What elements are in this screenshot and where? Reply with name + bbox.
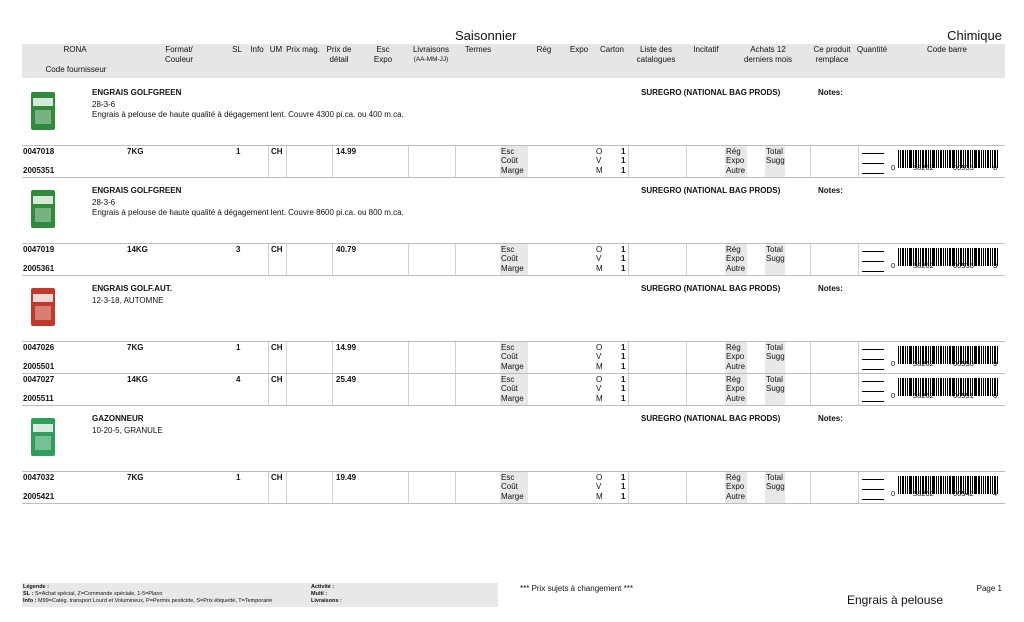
column-divider — [858, 374, 859, 405]
barcode-digits-left: 58262 — [913, 391, 934, 400]
sl-value: 1 — [236, 147, 241, 156]
legend-multi: Multi : — [311, 591, 328, 597]
quantity-line[interactable] — [862, 173, 884, 174]
retail-price: 19.49 — [336, 473, 357, 482]
v-value: 1 — [621, 254, 626, 263]
total-label: Total — [766, 343, 783, 352]
m-value: 1 — [621, 362, 626, 371]
format: 7KG — [127, 343, 144, 352]
col-livraisons-format: (AA-MM-JJ) — [413, 56, 449, 63]
col-couleur: Couleur — [164, 55, 193, 64]
col-prix-de: Prix de — [326, 45, 352, 54]
product-description: Engrais à pelouse de haute qualité à dégagement lent. Couvre 8600 pi.ca. ou 800 m.ca. — [92, 208, 404, 217]
col-quantite: Quantité — [856, 45, 888, 54]
column-divider — [268, 374, 269, 405]
column-divider — [628, 472, 629, 503]
barcode-digits-right: 00551 — [953, 391, 974, 400]
o-value: 1 — [621, 147, 626, 156]
v-value: 1 — [621, 156, 626, 165]
legend-info-text: M99=Catég. transport Lourd et Volumineux, P=Permis pesticide, S=Prix étiquetté, T=Temporaire — [37, 598, 273, 604]
column-divider — [455, 244, 456, 275]
column-divider — [628, 374, 629, 405]
col-info: Info — [250, 45, 264, 54]
col-expo: Expo — [569, 45, 589, 54]
column-divider — [286, 472, 287, 503]
col-code-fournisseur: Code fournisseur — [45, 65, 107, 74]
cout-label: Coût — [501, 384, 518, 393]
expo-label: Expo — [726, 254, 745, 263]
quantity-line[interactable] — [862, 381, 884, 382]
column-divider — [810, 374, 811, 405]
col-incitatif: Incitatif — [693, 45, 719, 54]
column-divider — [332, 472, 333, 503]
column-divider — [332, 244, 333, 275]
quantity-line[interactable] — [862, 489, 884, 490]
column-divider — [408, 374, 409, 405]
barcode-digits-left: 58262 — [913, 261, 934, 270]
column-divider — [455, 342, 456, 373]
col-ce-produit: Ce produit — [813, 45, 851, 54]
retail-price: 14.99 — [336, 343, 357, 352]
col-sl: SL — [232, 45, 242, 54]
um-value: CH — [271, 473, 283, 482]
col-reg: Rég — [536, 45, 552, 54]
reg-label: Rég — [726, 375, 741, 384]
column-divider — [408, 342, 409, 373]
col-derniers-mois: derniers mois — [743, 55, 792, 64]
o-label: O — [596, 343, 603, 352]
supplier-code: 2005511 — [23, 394, 54, 403]
col-termes: Termes — [464, 45, 492, 54]
column-divider — [858, 342, 859, 373]
supplier-code: 2005421 — [23, 492, 55, 501]
barcode-digits-left: 58262 — [913, 359, 934, 368]
product-image — [29, 416, 57, 458]
quantity-line[interactable] — [862, 401, 884, 402]
column-divider — [686, 472, 687, 503]
column-divider — [858, 146, 859, 177]
product-spec: 28-3-6 — [92, 198, 116, 207]
supplier-code: 2005501 — [23, 362, 55, 371]
product-image — [29, 90, 57, 132]
column-divider — [810, 342, 811, 373]
m-label: M — [596, 166, 603, 175]
esc-label: Esc — [501, 473, 515, 482]
column-divider — [332, 374, 333, 405]
legend-box — [22, 583, 498, 607]
product-image — [29, 286, 57, 328]
autre-label: Autre — [726, 492, 746, 501]
marge-label: Marge — [501, 492, 524, 501]
col-rona: RONA — [63, 45, 87, 54]
v-label: V — [596, 254, 602, 263]
sugg-label: Sugg — [766, 482, 785, 491]
column-divider — [332, 146, 333, 177]
m-label: M — [596, 362, 603, 371]
notes-label: Notes: — [818, 414, 843, 423]
col-catalogues: catalogues — [636, 55, 676, 64]
column-divider — [858, 472, 859, 503]
supplier-code: 2005361 — [23, 264, 55, 273]
column-divider — [628, 244, 629, 275]
cout-label: Coût — [501, 482, 518, 491]
v-label: V — [596, 352, 602, 361]
notes-label: Notes: — [818, 186, 843, 195]
column-header — [22, 44, 1005, 78]
v-label: V — [596, 156, 602, 165]
autre-label: Autre — [726, 264, 746, 273]
reg-label: Rég — [726, 147, 741, 156]
rona-code: 0047019 — [23, 245, 55, 254]
row-separator — [22, 275, 1005, 276]
column-divider — [628, 146, 629, 177]
esc-label: Esc — [501, 245, 515, 254]
marge-label: Marge — [501, 362, 524, 371]
barcode-digit-first: 0 — [891, 391, 896, 400]
v-value: 1 — [621, 482, 626, 491]
um-value: CH — [271, 375, 283, 384]
cout-label: Coût — [501, 156, 518, 165]
supplier-name: SUREGRO (NATIONAL BAG PRODS) — [641, 186, 781, 195]
col-format: Format/ — [165, 45, 193, 54]
o-label: O — [596, 473, 603, 482]
quantity-line[interactable] — [862, 359, 884, 360]
barcode-digits-right: 00535 — [953, 163, 974, 172]
supplier-name: SUREGRO (NATIONAL BAG PRODS) — [641, 284, 781, 293]
total-label: Total — [766, 375, 783, 384]
column-divider — [408, 472, 409, 503]
cout-label: Coût — [501, 352, 518, 361]
retail-price: 40.79 — [336, 245, 357, 254]
legend-livraisons: Livraisons : — [311, 598, 342, 604]
column-divider — [810, 472, 811, 503]
rona-code: 0047018 — [23, 147, 55, 156]
sugg-label: Sugg — [766, 254, 785, 263]
column-divider — [455, 146, 456, 177]
barcode-digit-last: 9 — [993, 359, 998, 368]
o-value: 1 — [621, 245, 626, 254]
format: 7KG — [127, 473, 144, 482]
column-divider — [286, 342, 287, 373]
column-divider — [686, 244, 687, 275]
reg-label: Rég — [726, 245, 741, 254]
quantity-line[interactable] — [862, 251, 884, 252]
marge-label: Marge — [501, 264, 524, 273]
barcode-digit-last: 6 — [993, 391, 998, 400]
m-value: 1 — [621, 264, 626, 273]
marge-label: Marge — [501, 166, 524, 175]
column-divider — [286, 244, 287, 275]
sl-value: 4 — [236, 375, 241, 384]
sugg-label: Sugg — [766, 156, 785, 165]
retail-price: 25.49 — [336, 375, 357, 384]
column-divider — [686, 342, 687, 373]
page-title: Saisonnier — [455, 28, 517, 43]
column-divider — [268, 472, 269, 503]
legend-activite: Activité : — [311, 584, 335, 590]
price-notice: *** Prix sujets à changement *** — [520, 584, 633, 593]
quantity-line[interactable] — [862, 479, 884, 480]
barcode-digits-left: 58262 — [913, 163, 934, 172]
expo-label: Expo — [726, 156, 745, 165]
col-detail: détail — [329, 55, 349, 64]
product-name: ENGRAIS GOLFGREEN — [92, 88, 182, 97]
col-liste: Liste des — [639, 45, 673, 54]
reg-label: Rég — [726, 343, 741, 352]
barcode-digits-right: 00536 — [953, 261, 974, 270]
barcode-digit-first: 0 — [891, 163, 896, 172]
column-divider — [686, 146, 687, 177]
format: 14KG — [127, 245, 148, 254]
m-value: 1 — [621, 166, 626, 175]
col-um: UM — [269, 45, 283, 54]
barcode-digit-last: 4 — [993, 489, 998, 498]
column-divider — [858, 244, 859, 275]
barcode-digit-last: 6 — [993, 163, 998, 172]
col-code-barre: Code barre — [926, 45, 968, 54]
col-livraisons: Livraisons — [412, 45, 449, 54]
quantity-line[interactable] — [862, 349, 884, 350]
barcode-digit-last: 3 — [993, 261, 998, 270]
product-description: Engrais à pelouse de haute qualité à dégagement lent. Couvre 4300 pi.ca. ou 400 m.ca. — [92, 110, 404, 119]
column-divider — [455, 374, 456, 405]
esc-label: Esc — [501, 375, 515, 384]
total-label: Total — [766, 245, 783, 254]
column-divider — [408, 244, 409, 275]
v-value: 1 — [621, 352, 626, 361]
quantity-line[interactable] — [862, 391, 884, 392]
quantity-line[interactable] — [862, 271, 884, 272]
esc-label: Esc — [501, 343, 515, 352]
row-separator — [22, 177, 1005, 178]
expo-label: Expo — [726, 384, 745, 393]
supplier-name: SUREGRO (NATIONAL BAG PRODS) — [641, 88, 781, 97]
format: 14KG — [127, 375, 148, 384]
expo-label: Expo — [726, 352, 745, 361]
column-divider — [628, 342, 629, 373]
column-divider — [810, 244, 811, 275]
product-spec: 12-3-18, AUTOMNE — [92, 296, 164, 305]
autre-label: Autre — [726, 166, 746, 175]
column-divider — [268, 146, 269, 177]
row-separator — [22, 405, 1005, 406]
col-remplace: remplace — [815, 55, 849, 64]
um-value: CH — [271, 147, 283, 156]
o-label: O — [596, 245, 603, 254]
reg-label: Rég — [726, 473, 741, 482]
sl-value: 1 — [236, 343, 241, 352]
sl-value: 1 — [236, 473, 241, 482]
barcode-digit-first: 0 — [891, 261, 896, 270]
barcode-digits-left: 58262 — [913, 489, 934, 498]
um-value: CH — [271, 245, 283, 254]
o-label: O — [596, 375, 603, 384]
legend-sl-label: SL : — [23, 591, 34, 597]
quantity-line[interactable] — [862, 153, 884, 154]
product-name: GAZONNEUR — [92, 414, 144, 423]
m-label: M — [596, 264, 603, 273]
v-value: 1 — [621, 384, 626, 393]
product-image — [29, 188, 57, 230]
notes-label: Notes: — [818, 284, 843, 293]
rona-code: 0047027 — [23, 375, 55, 384]
product-name: ENGRAIS GOLF.AUT. — [92, 284, 173, 293]
rona-code: 0047026 — [23, 343, 55, 352]
supplier-code: 2005351 — [23, 166, 55, 175]
m-label: M — [596, 492, 603, 501]
quantity-line[interactable] — [862, 163, 884, 164]
format: 7KG — [127, 147, 144, 156]
col-esc: Esc — [376, 45, 390, 54]
supplier-name: SUREGRO (NATIONAL BAG PRODS) — [641, 414, 781, 423]
barcode-digit-first: 0 — [891, 489, 896, 498]
column-divider — [332, 342, 333, 373]
col-achats: Achats 12 — [750, 45, 786, 54]
autre-label: Autre — [726, 394, 746, 403]
column-divider — [686, 374, 687, 405]
column-divider — [408, 146, 409, 177]
legend-title: Légende : — [23, 584, 49, 590]
quantity-line[interactable] — [862, 261, 884, 262]
rona-code: 0047032 — [23, 473, 55, 482]
column-divider — [286, 374, 287, 405]
col-prix-mag: Prix mag. — [286, 45, 320, 54]
category-title: Chimique — [947, 28, 1002, 43]
col-carton: Carton — [599, 45, 624, 54]
quantity-line[interactable] — [862, 499, 884, 500]
expo-label: Expo — [726, 482, 745, 491]
total-label: Total — [766, 147, 783, 156]
cout-label: Coût — [501, 254, 518, 263]
retail-price: 14.99 — [336, 147, 357, 156]
product-name: ENGRAIS GOLFGREEN — [92, 186, 182, 195]
v-label: V — [596, 384, 602, 393]
barcode-digits-right: 00542 — [953, 489, 974, 498]
um-value: CH — [271, 343, 283, 352]
product-spec: 10-20-5, GRANULE — [92, 426, 163, 435]
column-divider — [268, 244, 269, 275]
v-label: V — [596, 482, 602, 491]
quantity-line[interactable] — [862, 369, 884, 370]
sl-value: 3 — [236, 245, 241, 254]
col-esc-expo: Expo — [373, 55, 393, 64]
esc-label: Esc — [501, 147, 515, 156]
legend-info-label: Info : — [23, 598, 37, 604]
column-divider — [286, 146, 287, 177]
product-spec: 28-3-6 — [92, 100, 116, 109]
column-divider — [455, 472, 456, 503]
sugg-label: Sugg — [766, 352, 785, 361]
page-number: Page 1 — [976, 584, 1002, 593]
column-divider — [268, 342, 269, 373]
autre-label: Autre — [726, 362, 746, 371]
barcode-digit-first: 0 — [891, 359, 896, 368]
row-separator — [22, 503, 1005, 504]
marge-label: Marge — [501, 394, 524, 403]
m-label: M — [596, 394, 603, 403]
o-value: 1 — [621, 375, 626, 384]
m-value: 1 — [621, 394, 626, 403]
o-label: O — [596, 147, 603, 156]
o-value: 1 — [621, 473, 626, 482]
o-value: 1 — [621, 343, 626, 352]
total-label: Total — [766, 473, 783, 482]
barcode-digits-right: 00550 — [953, 359, 974, 368]
sugg-label: Sugg — [766, 384, 785, 393]
column-divider — [810, 146, 811, 177]
m-value: 1 — [621, 492, 626, 501]
notes-label: Notes: — [818, 88, 843, 97]
section-title: Engrais à pelouse — [847, 593, 944, 607]
legend-sl-text: S=Achat spécial, Z=Commande spéciale, 1-5=Plano — [34, 591, 163, 597]
